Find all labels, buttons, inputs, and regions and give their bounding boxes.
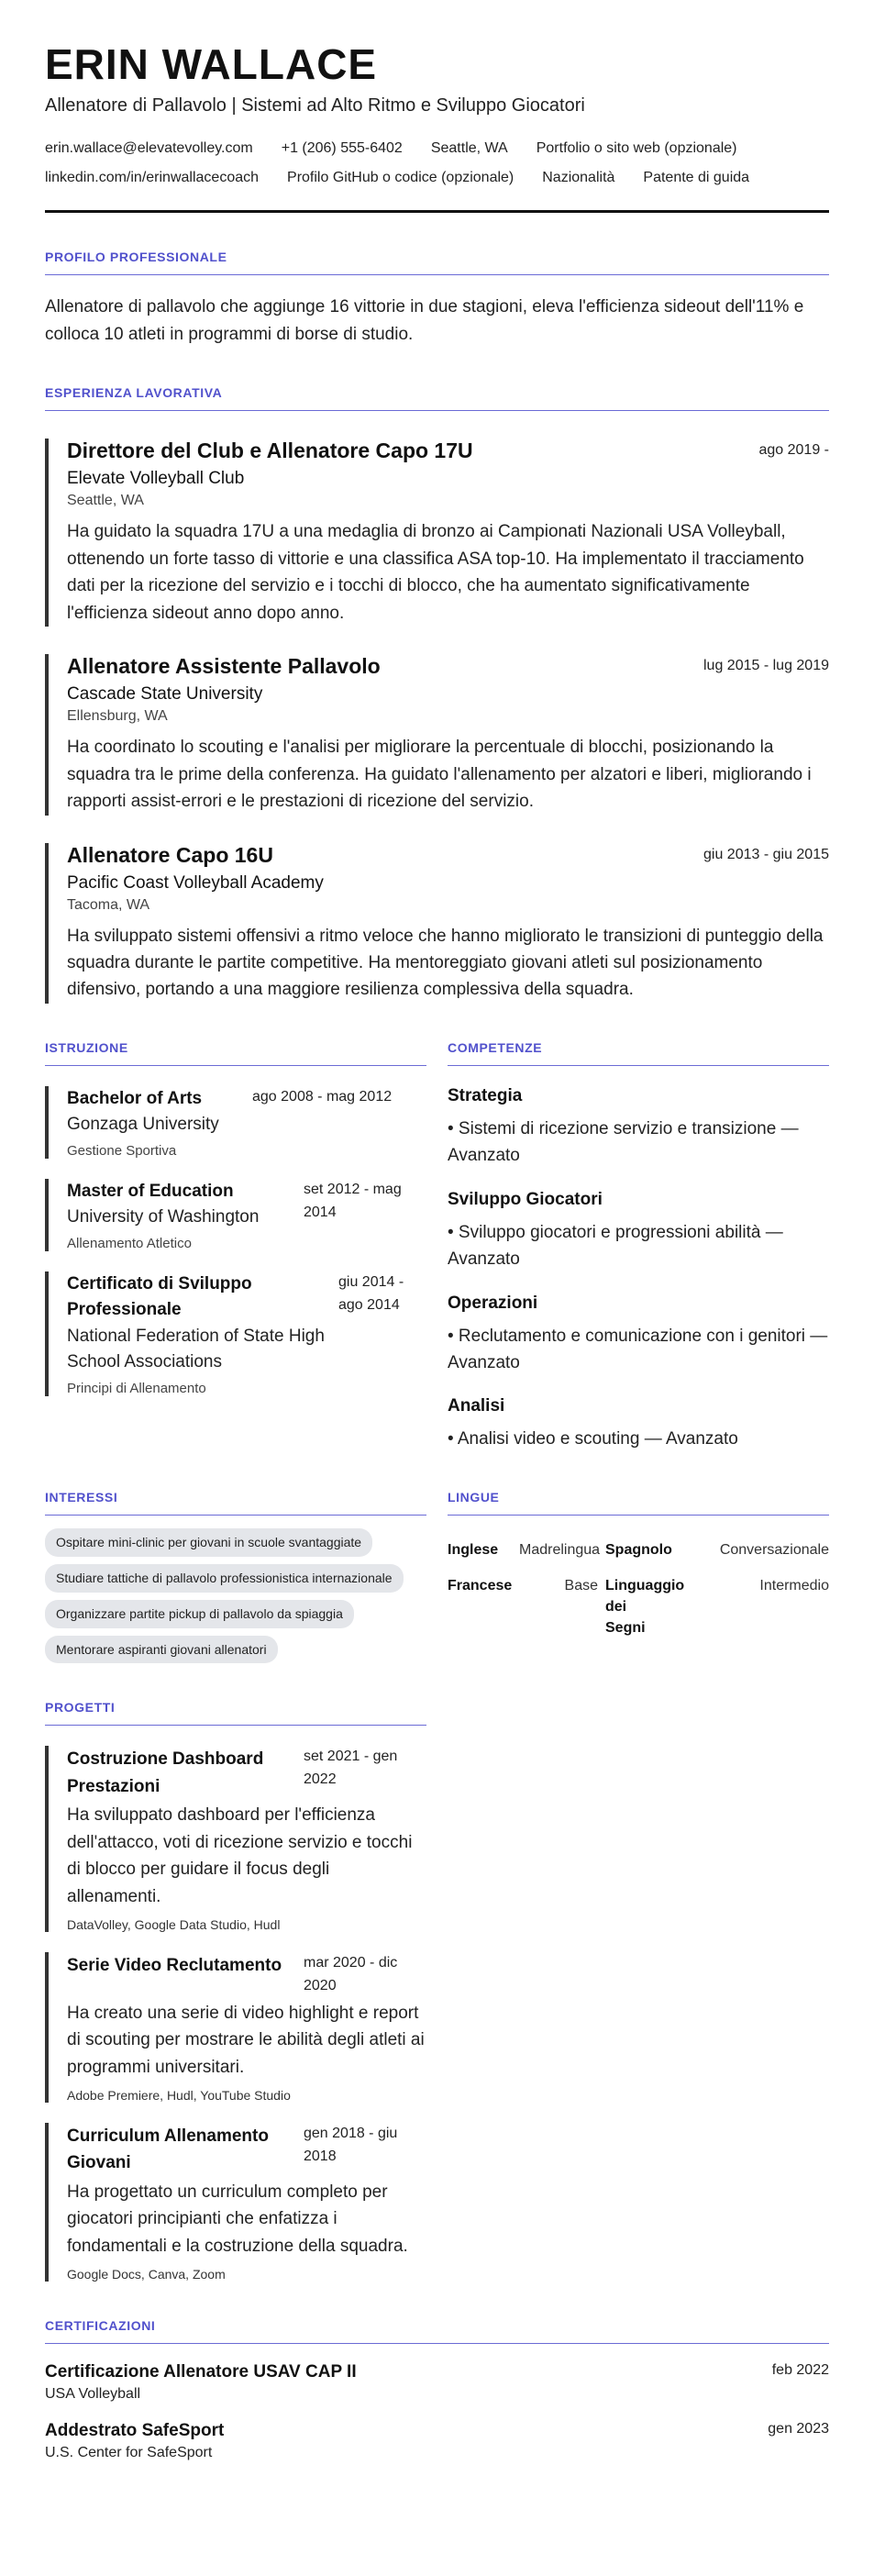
- education-school: National Federation of State High School Associations: [67, 1326, 325, 1372]
- interest-chip: Ospitare mini-clinic per giovani in scuole svantaggiate: [45, 1528, 372, 1557]
- contact-portfolio: Portfolio o sito web (opzionale): [536, 139, 737, 156]
- interest-chip: Organizzare partite pickup di pallavolo da spiaggia: [45, 1600, 354, 1628]
- contact-email: erin.wallace@elevatevolley.com: [45, 139, 253, 156]
- education-field: Gestione Sportiva: [67, 1142, 177, 1159]
- experience-entry: [45, 843, 829, 1004]
- education-field: Principi di Allenamento: [67, 1380, 206, 1396]
- interest-chip-list: [45, 1528, 426, 1664]
- skill-group: [448, 1086, 829, 1170]
- language-level: Base: [564, 1578, 598, 1594]
- skill-item: • Analisi video e scouting — Avanzato: [448, 1429, 738, 1449]
- certification-date: gen 2023: [768, 2421, 829, 2437]
- certification-entry: [45, 2421, 829, 2461]
- projects-row: [45, 1663, 829, 2282]
- certification-issuer: USA Volleyball: [45, 2386, 141, 2403]
- education-entry: [45, 1086, 426, 1159]
- project-tech: DataVolley, Google Data Studio, Hudl: [67, 1917, 281, 1933]
- language-level: Madrelingua: [519, 1541, 601, 1558]
- section-title-interests: INTERESSI: [45, 1490, 426, 1516]
- contact-github: Profilo GitHub o codice (opzionale): [287, 169, 514, 185]
- education-dates: set 2012 - mag 2014: [304, 1181, 402, 1220]
- project-entry: [45, 1952, 426, 2103]
- experience-dates: giu 2013 - giu 2015: [703, 846, 829, 862]
- interest-chip: Studiare tattiche di pallavolo professionistica internazionale: [45, 1564, 404, 1593]
- project-description: Ha sviluppato dashboard per l'efficienza dell'attacco, voti di ricezione servizio e tocchi di blocco per guidare il focus degli allenamenti.: [67, 1805, 413, 1906]
- skill-item: • Reclutamento e comunicazione con i genitori — Avanzato: [448, 1326, 828, 1373]
- education-field: Allenamento Atletico: [67, 1235, 192, 1251]
- interests-column: [45, 1453, 426, 1664]
- language-name: Linguaggio dei Segni: [605, 1578, 685, 1637]
- project-tech: Adobe Premiere, Hudl, YouTube Studio: [67, 2087, 291, 2103]
- interests-languages-row: [45, 1453, 829, 1664]
- certification-issuer: U.S. Center for SafeSport: [45, 2445, 213, 2461]
- skill-item: • Sviluppo giocatori e progressioni abilità — Avanzato: [448, 1222, 783, 1270]
- skill-group: [448, 1190, 829, 1273]
- experience-location: Ellensburg, WA: [67, 708, 168, 725]
- experience-location: Seattle, WA: [67, 493, 144, 509]
- education-entry: [45, 1271, 426, 1396]
- section-title-skills: COMPETENZE: [448, 1040, 829, 1066]
- project-tech: Google Docs, Canva, Zoom: [67, 2267, 226, 2282]
- experience-dates: lug 2015 - lug 2019: [703, 658, 829, 674]
- skills-column: [448, 1004, 829, 1453]
- section-title-education: ISTRUZIONE: [45, 1040, 426, 1066]
- section-title-projects: PROGETTI: [45, 1700, 426, 1726]
- experience-company: Elevate Volleyball Club: [67, 469, 245, 489]
- section-title-certifications: CERTIFICAZIONI: [45, 2318, 829, 2344]
- contact-driving-license: Patente di guida: [643, 169, 750, 185]
- experience-entry: [45, 654, 829, 815]
- contact-linkedin: linkedin.com/in/erinwallacecoach: [45, 169, 260, 185]
- project-dates: gen 2018 - giu 2018: [304, 2125, 398, 2164]
- certification-date: feb 2022: [771, 2362, 829, 2379]
- languages-column: [448, 1453, 829, 1664]
- education-degree: Certificato di Sviluppo Professionale: [67, 1273, 252, 1320]
- language-name: Francese: [448, 1578, 513, 1594]
- skill-category: Strategia: [448, 1085, 523, 1105]
- skill-category: Operazioni: [448, 1293, 538, 1313]
- project-name: Curriculum Allenamento Giovani: [67, 2126, 269, 2173]
- project-dates: mar 2020 - dic 2020: [304, 1955, 398, 1993]
- experience-role: Direttore del Club e Allenatore Capo 17U: [67, 439, 473, 463]
- contact-phone: +1 (206) 555-6402: [281, 139, 403, 156]
- skill-category: Sviluppo Giocatori: [448, 1189, 603, 1209]
- project-entry: [45, 2123, 426, 2282]
- experience-entry: [45, 439, 829, 627]
- candidate-name: ERIN WALLACE: [45, 40, 378, 88]
- section-title-experience: ESPERIENZA LAVORATIVA: [45, 385, 829, 411]
- certification-entry: [45, 2362, 829, 2403]
- header-divider: [45, 210, 829, 213]
- section-title-summary: PROFILO PROFESSIONALE: [45, 250, 829, 275]
- project-entry: [45, 1746, 426, 1932]
- language-level: Conversazionale: [719, 1541, 829, 1558]
- projects-column: [45, 1663, 426, 2282]
- contact-location: Seattle, WA: [430, 139, 508, 156]
- language-grid: [448, 1539, 829, 1639]
- language-name: Inglese: [448, 1541, 499, 1558]
- project-name: Serie Video Reclutamento: [67, 1956, 282, 1976]
- summary-text: Allenatore di pallavolo che aggiunge 16 vittorie in due stagioni, eleva l'efficienza sideout dell'11% e colloca 10 atleti in programmi di borse di studio.: [45, 296, 804, 345]
- experience-role: Allenatore Assistente Pallavolo: [67, 654, 381, 679]
- education-degree: Master of Education: [67, 1181, 234, 1201]
- contact-nationality: Nazionalità: [542, 169, 615, 185]
- experience-role: Allenatore Capo 16U: [67, 842, 273, 867]
- skill-group: [448, 1396, 829, 1452]
- experience-description: Ha guidato la squadra 17U a una medaglia di bronzo ai Campionati Nazionali USA Volleyball, ottenendo un forte tasso di vittorie e una classifica ASA top-10. Ha implementato il tracciamento dati per la ricezione del servizio e i tocchi di blocco, che ha aumentato significativamente l'efficienza sideout anno dopo anno.: [67, 522, 804, 623]
- project-description: Ha creato una serie di video highlight e report di scouting per mostrare le abilità degli atleti ai programmi universitari.: [67, 2003, 425, 2077]
- experience-description: Ha coordinato lo scouting e l'analisi per migliorare la percentuale di blocchi, posizionando la squadra tra le prime della conferenza. Ha guidato l'allenamento per alzatori e liberi, migliorando i rapporti assist-errori e le prestazioni di ricezione del servizio.: [67, 738, 812, 812]
- project-description: Ha progettato un curriculum completo per giocatori principianti che enfatizza i fondamentali e la costruzione della squadra.: [67, 2182, 408, 2256]
- certification-name: Certificazione Allenatore USAV CAP II: [45, 2362, 357, 2382]
- education-dates: giu 2014 - ago 2014: [338, 1273, 404, 1313]
- language-level: Intermedio: [759, 1578, 829, 1594]
- experience-dates: ago 2019 -: [758, 442, 829, 459]
- education-column: [45, 1004, 426, 1453]
- language-name: Spagnolo: [605, 1541, 672, 1558]
- project-name: Costruzione Dashboard Prestazioni: [67, 1749, 264, 1796]
- experience-description: Ha sviluppato sistemi offensivi a ritmo veloce che hanno migliorato le transizioni di punteggio della squadra durante le partite competitive. Ha mentoreggiato giovani atleti sul posizionamento difensivo, portando a una maggiore resilienza complessiva della squadra.: [67, 926, 824, 1000]
- skill-item: • Sistemi di ricezione servizio e transizione — Avanzato: [448, 1118, 799, 1166]
- skill-group: [448, 1294, 829, 1377]
- contact-list: [45, 140, 829, 186]
- education-entry: [45, 1179, 426, 1251]
- skill-category: Analisi: [448, 1396, 505, 1416]
- education-degree: Bachelor of Arts: [67, 1088, 203, 1108]
- experience-company: Pacific Coast Volleyball Academy: [67, 872, 324, 893]
- education-school: Gonzaga University: [67, 1115, 219, 1135]
- project-dates: set 2021 - gen 2022: [304, 1749, 398, 1788]
- education-skills-row: [45, 1004, 829, 1453]
- education-dates: ago 2008 - mag 2012: [252, 1088, 393, 1105]
- candidate-headline: Allenatore di Pallavolo | Sistemi ad Alto Ritmo e Sviluppo Giocatori: [45, 94, 585, 116]
- interest-chip: Mentorare aspiranti giovani allenatori: [45, 1636, 278, 1664]
- experience-company: Cascade State University: [67, 684, 263, 705]
- certification-name: Addestrato SafeSport: [45, 2421, 225, 2441]
- education-school: University of Washington: [67, 1207, 260, 1227]
- experience-location: Tacoma, WA: [67, 896, 150, 913]
- resume-header: [45, 42, 829, 213]
- section-title-languages: LINGUE: [448, 1490, 829, 1516]
